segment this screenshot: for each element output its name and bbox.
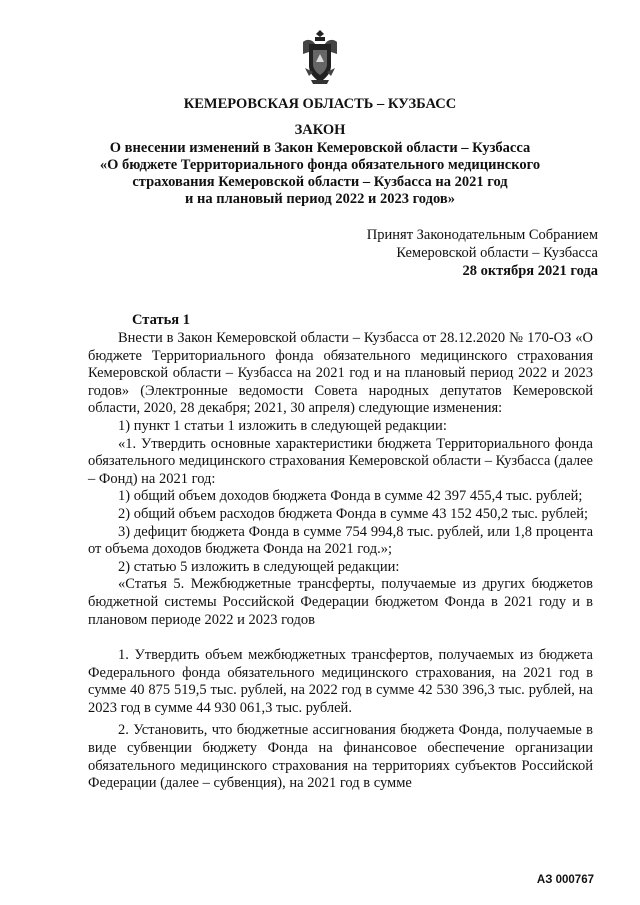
adoption-date: 28 октября 2021 года <box>462 263 598 279</box>
adoption-line: Принят Законодательным Собранием <box>366 227 598 243</box>
paragraph: 2. Установить, что бюджетные ассигнования бюджета Фонда, получаемые в виде субвенции бюджету Фонда на финансовое обеспечение организации обязательного медицинского страхования на территориях субъектов Российской Федерации (далее – субвенция), на 2021 год в сумме <box>88 722 593 792</box>
region-heading: КЕМЕРОВСКАЯ ОБЛАСТЬ – КУЗБАСС <box>183 96 457 112</box>
law-title <box>60 140 580 208</box>
paragraph: 1) пункт 1 статьи 1 изложить в следующей редакции: <box>118 417 447 434</box>
article-heading: Статья 1 <box>132 312 190 328</box>
paragraph: «1. Утвердить основные характеристики бюджета Территориального фонда обязательного медицинского страхования Кемеровской области – Кузбасса (далее – Фонд) на 2021 год: <box>88 435 593 487</box>
law-title-line: О внесении изменений в Закон Кемеровской области – Кузбасса <box>109 140 531 156</box>
paragraph: 3) дефицит бюджета Фонда в сумме 754 994,8 тыс. рублей, или 1,8 процента от объема доходов бюджета Фонда на 2021 год.»; <box>88 523 593 558</box>
document-type-heading: ЗАКОН <box>294 122 346 138</box>
paragraph: 1) общий объем доходов бюджета Фонда в сумме 42 397 455,4 тыс. рублей; <box>118 488 583 505</box>
document-code: АЗ 000767 <box>536 874 594 886</box>
paragraph: Внести в Закон Кемеровской области – Кузбасса от 28.12.2020 № 170-ОЗ «О бюджете Территориального фонда обязательного медицинского страхования Кемеровской области – Кузбасса на 2021 год и на плановый период 2022 и 2023 годов» (Электронные ведомости Совета народных депутатов Кемеровской области, 2020, 28 декабря; 2021, 30 апреля) следующие изменения: <box>88 330 593 417</box>
law-title-line: страхования Кемеровской области – Кузбасса на 2021 год <box>132 174 508 190</box>
law-title-line: и на плановый период 2022 и 2023 годов» <box>185 191 455 207</box>
law-title-line: «О бюджете Территориального фонда обязательного медицинского <box>99 157 541 173</box>
adoption-block <box>367 226 598 280</box>
adoption-line: Кемеровской области – Кузбасса <box>396 245 598 261</box>
coat-of-arms-icon <box>297 28 343 86</box>
paragraph: 2) общий объем расходов бюджета Фонда в сумме 43 152 450,2 тыс. рублей; <box>118 505 589 522</box>
paragraph: 2) статью 5 изложить в следующей редакции: <box>118 558 400 575</box>
article-body <box>88 330 593 793</box>
paragraph: 1. Утвердить объем межбюджетных трансфертов, получаемых из бюджета Федерального фонда обязательного медицинского страхования, на 2021 год в сумме 40 875 519,5 тыс. рублей, на 2022 год в сумме 42 530 396,3 тыс. рублей, на 2023 год в сумме 44 930 061,3 тыс. рублей. <box>88 647 593 716</box>
paragraph: «Статья 5. Межбюджетные трансферты, получаемые из других бюджетов бюджетной системы Российской Федерации бюджетом Фонда в 2021 году и в плановом периоде 2022 и 2023 годов <box>88 576 593 628</box>
